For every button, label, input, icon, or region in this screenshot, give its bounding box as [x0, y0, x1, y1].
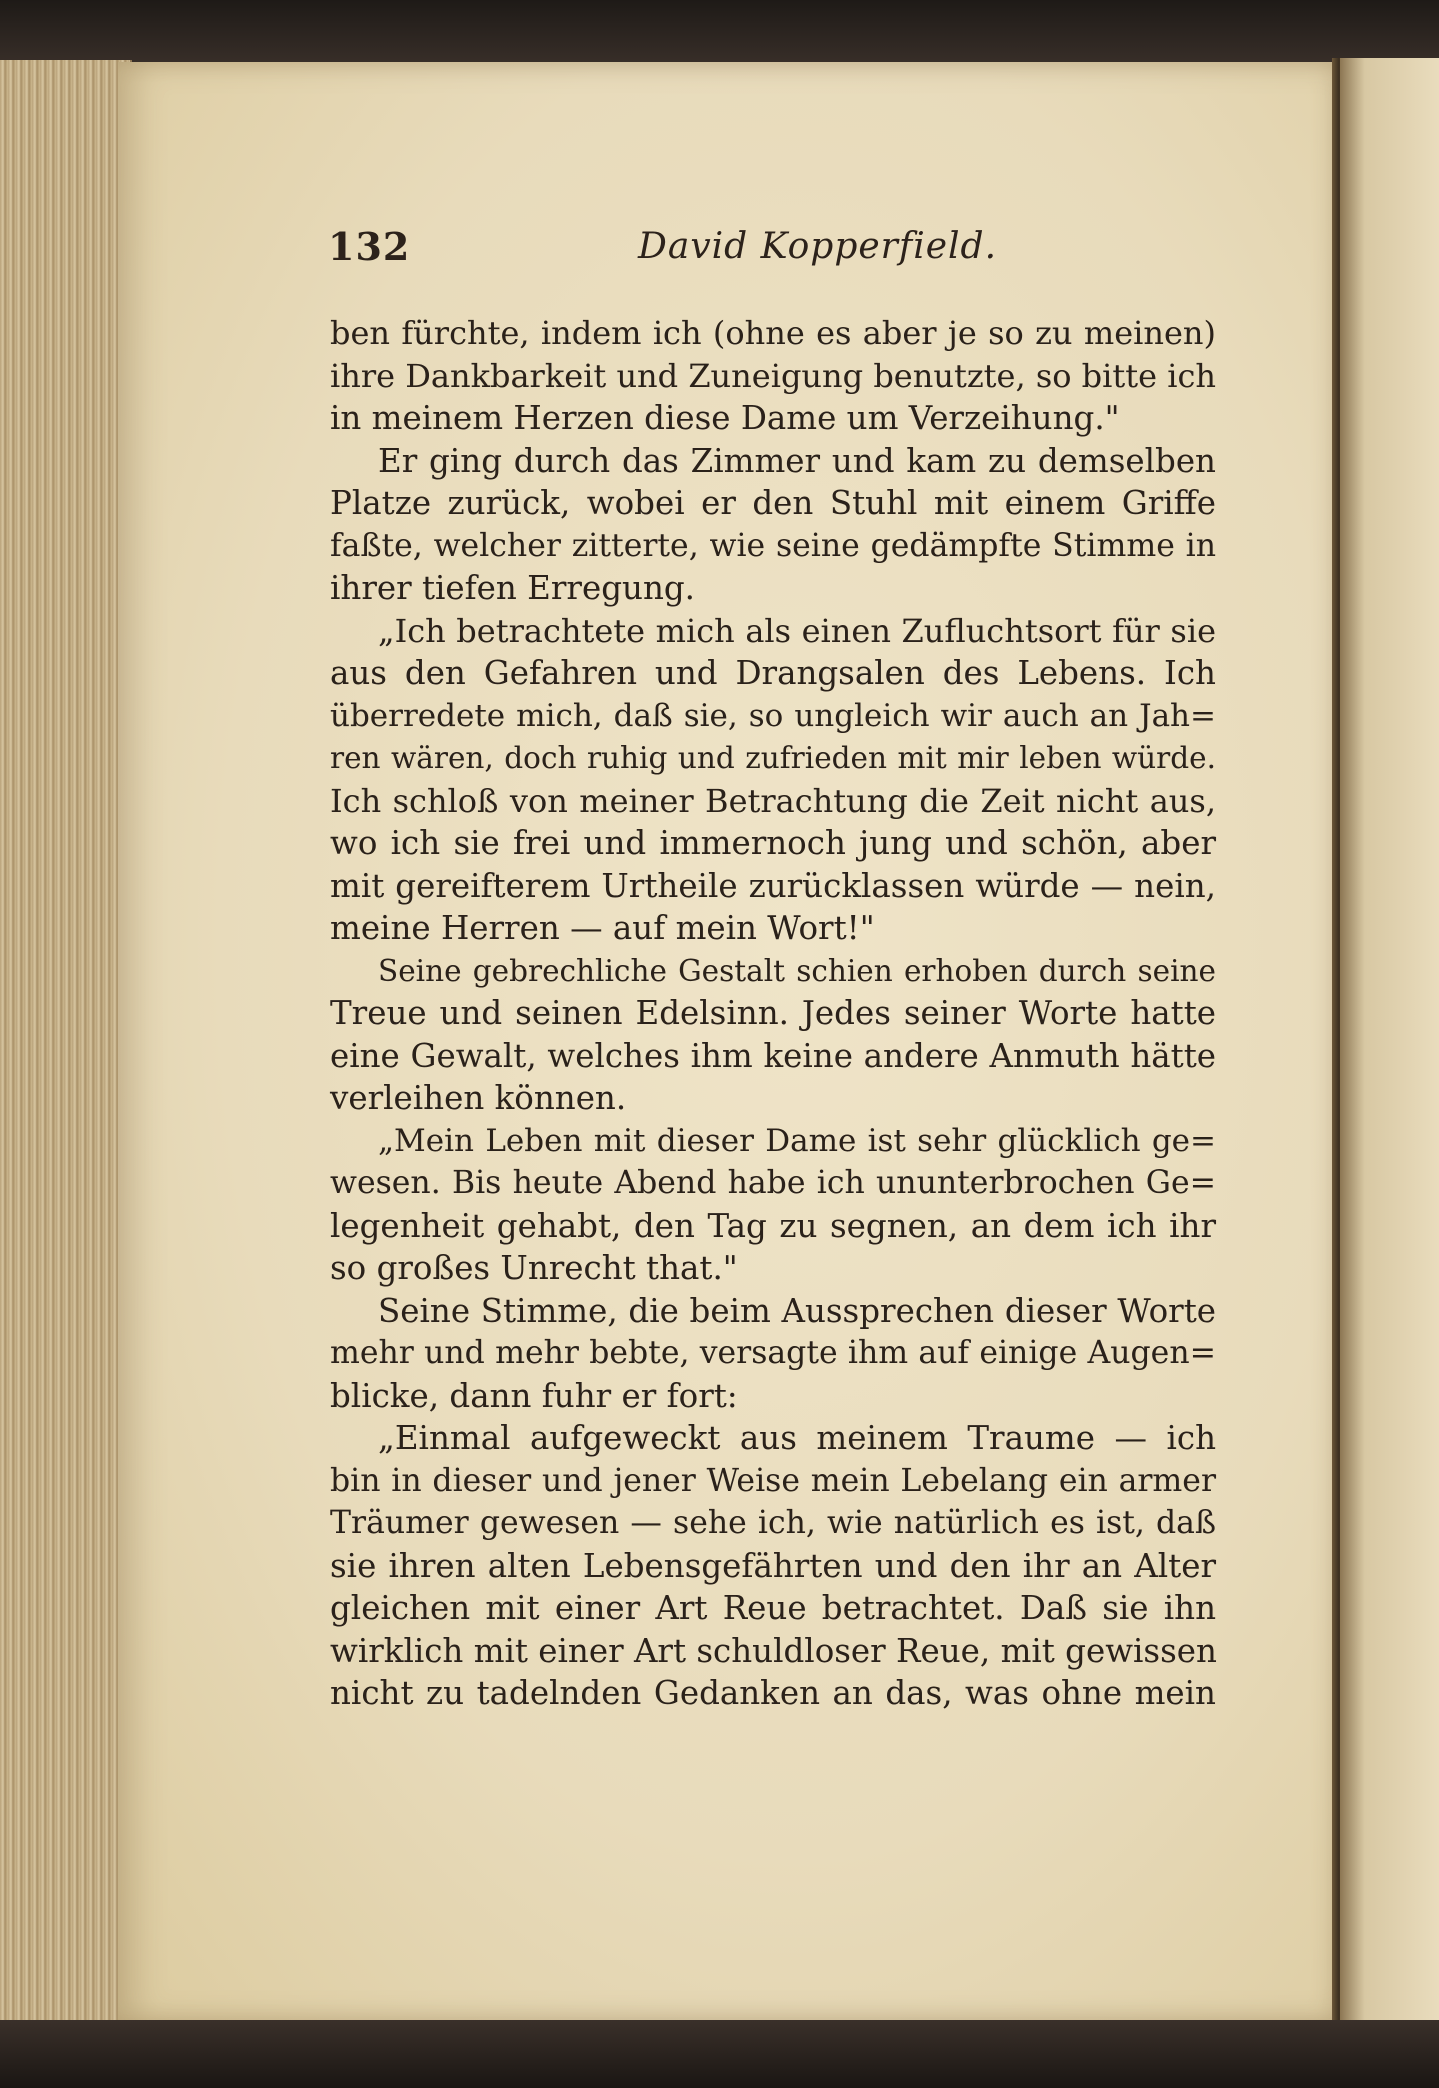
page-header: [328, 224, 1228, 280]
text-line: ren wären, doch ruhig und zufrieden mit mir leben würde.: [330, 741, 1216, 775]
text-line: Er ging durch das Zimmer und kam zu demselben: [378, 441, 1216, 480]
text-line: verleihen können.: [330, 1079, 627, 1117]
text-line: in meinem Herzen diese Dame um Verzeihung.": [330, 399, 1120, 437]
text-line: gleichen mit einer Art Reue betrachtet. Daß sie ihn: [330, 1589, 1216, 1627]
text-line: Träumer gewesen — sehe ich, wie natürlich es ist, daß: [330, 1505, 1216, 1541]
running-title: David Kopperfield.: [638, 226, 998, 267]
scanner-top-edge: [0, 0, 1439, 70]
text-line: Ich schloß von meiner Betrachtung die Zeit nicht aus,: [330, 781, 1216, 820]
text-line: wesen. Bis heute Abend habe ich ununterbrochen Ge=: [330, 1165, 1216, 1201]
text-line: mit gereifterem Urtheile zurücklassen würde — nein,: [330, 866, 1216, 905]
text-line: bin in dieser und jener Weise mein Lebelang ein armer: [330, 1462, 1216, 1499]
text-line: legenheit gehabt, den Tag zu segnen, an dem ich ihr: [330, 1206, 1216, 1245]
text-line: meine Herren — auf mein Wort!": [330, 909, 875, 947]
page-number: 132: [328, 224, 411, 269]
text-line: wo ich sie frei und immernoch jung und schön, aber: [330, 824, 1216, 862]
text-line: so großes Unrecht that.": [330, 1249, 738, 1287]
facing-page-edge: [1340, 58, 1439, 2023]
text-line: Seine gebrechliche Gestalt schien erhoben durch seine: [378, 953, 1216, 988]
text-line: „Ich betrachtete mich als einen Zufluchtsort für sie: [378, 611, 1216, 650]
body-text: [330, 312, 1216, 1715]
text-line: „Mein Leben mit dieser Dame ist sehr glücklich ge=: [378, 1122, 1216, 1159]
text-line: Treue und seinen Edelsinn. Jedes seiner Worte hatte: [330, 994, 1216, 1032]
text-line: nicht zu tadelnden Gedanken an das, was ohne mein: [330, 1674, 1216, 1712]
text-line: ihrer tiefen Erregung.: [330, 569, 696, 607]
text-line: „Einmal aufgeweckt aus meinem Traume — ich: [378, 1419, 1216, 1457]
text-line: Seine Stimme, die beim Aussprechen dieser Worte: [378, 1291, 1216, 1330]
text-line: ihre Dankbarkeit und Zuneigung benutzte, so bitte ich: [330, 356, 1216, 395]
text-line: Platze zurück, wobei er den Stuhl mit einem Griffe: [330, 484, 1216, 522]
stacked-page-edges: [0, 60, 132, 2040]
text-line: aus den Gefahren und Drangsalen des Lebens. Ich: [330, 654, 1216, 692]
text-line: eine Gewalt, welches ihm keine andere Anmuth hätte: [330, 1036, 1216, 1075]
text-line: faßte, welcher zitterte, wie seine gedämpfte Stimme in: [330, 527, 1216, 564]
text-line: überredete mich, daß sie, so ungleich wir auch an Jah=: [330, 697, 1216, 734]
text-line: ben fürchte, indem ich (ohne es aber je so zu meinen): [330, 314, 1216, 352]
text-line: sie ihren alten Lebensgefährten und den ihr an Alter: [330, 1546, 1216, 1585]
scanner-bottom-edge: [0, 2020, 1439, 2088]
text-line: blicke, dann fuhr er fort:: [330, 1376, 738, 1415]
text-line: wirklich mit einer Art schuldloser Reue, mit gewissen: [330, 1631, 1217, 1670]
text-line: mehr und mehr bebte, versagte ihm auf einige Augen=: [330, 1335, 1216, 1371]
